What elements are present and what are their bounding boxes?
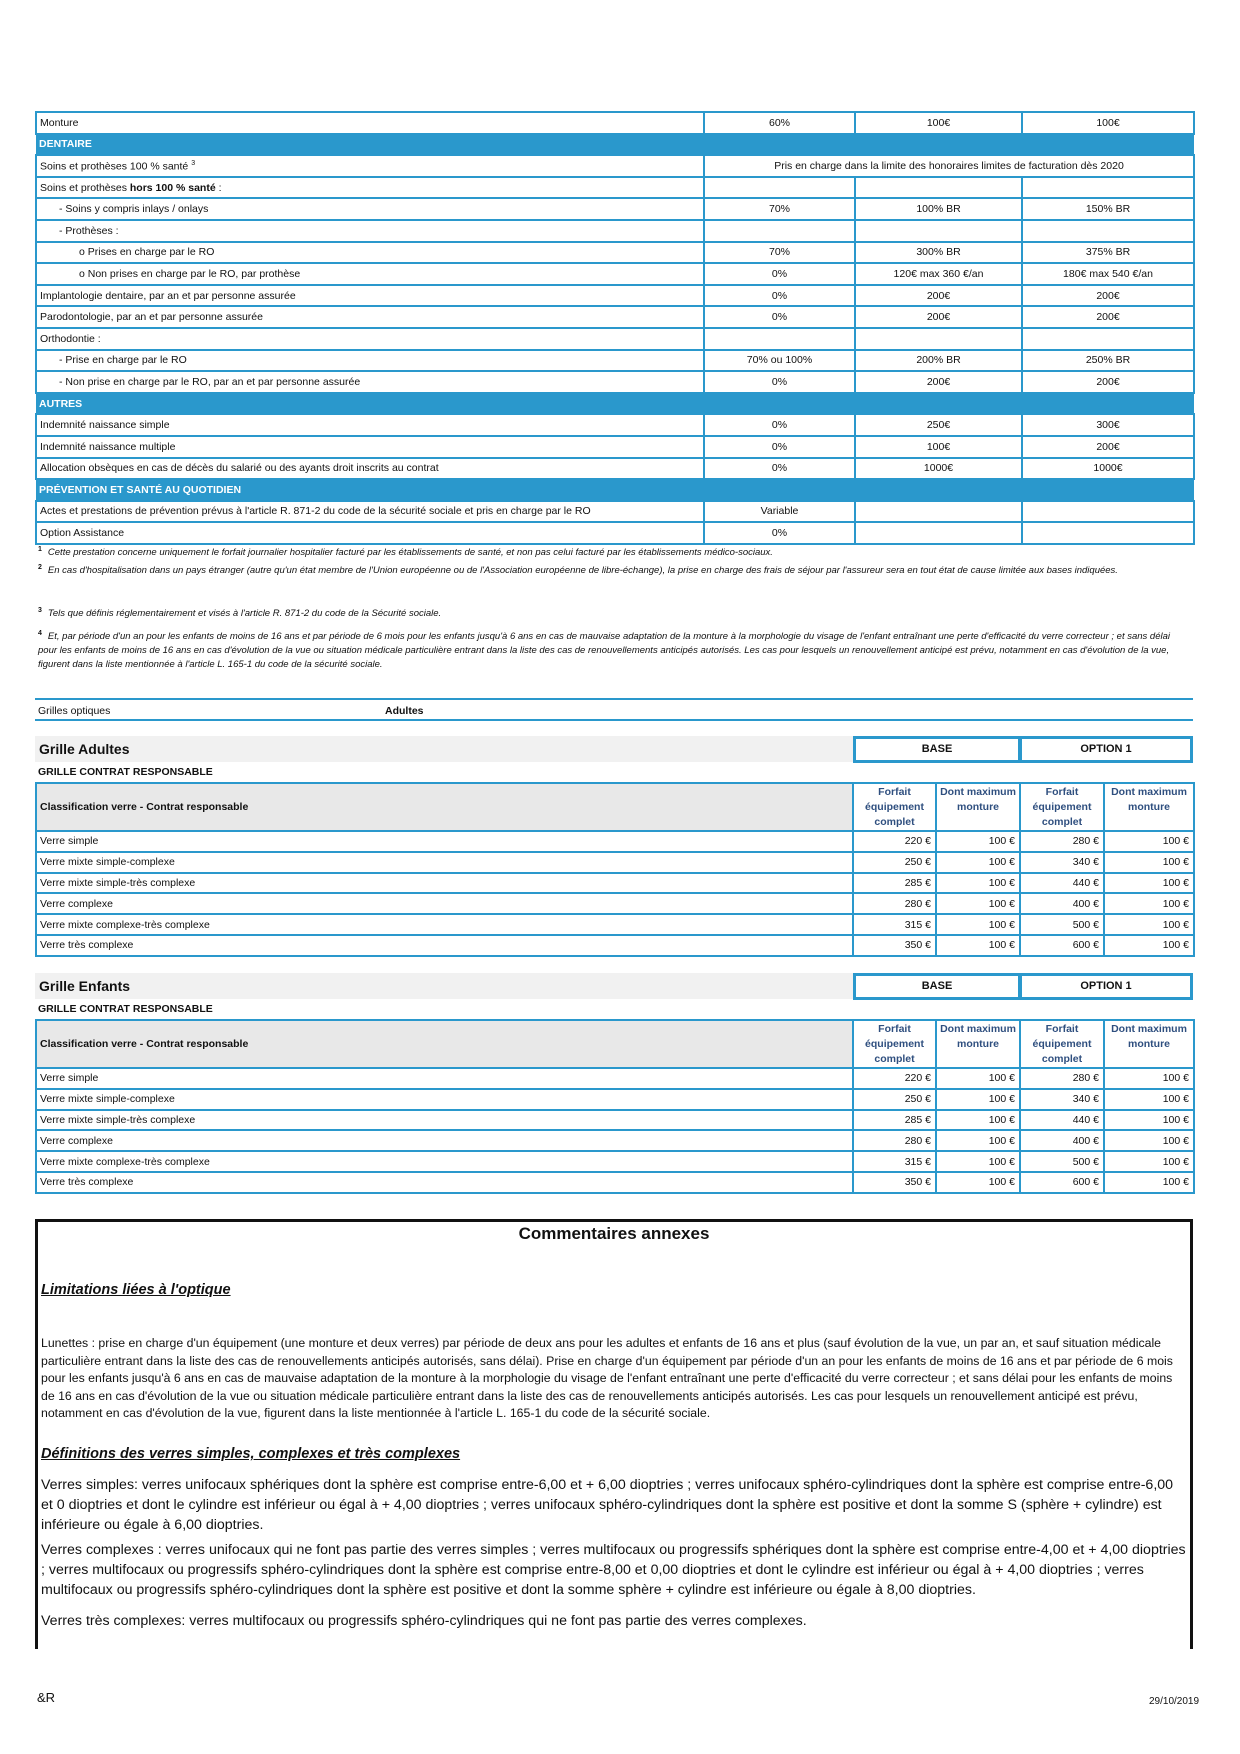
table-row	[36, 1110, 1194, 1131]
price-cell: 285 €	[853, 1110, 936, 1131]
row-label	[36, 436, 704, 458]
paragraph-lunettes: Lunettes : prise en charge d'un équipement (une monture et deux verres) par période de deux ans pour les adultes et enfants de 16 ans et plus (sauf évolution de la vue, un par an, et sauf situation médicale particulière entrant dans la liste des cas de renouvellements anticipés autorisés, sans délai). Prise en charge d'un équipement par période d'un an pour les enfants de moins de 16 ans et par période de 6 mois pour les enfants jusqu'à 6 ans en cas de mauvaise adaptation de la monture à la morphologie du visage de l'enfant entraînant une perte d'efficacité du verre correcteur ; et sans délai pour les enfants de moins de 16 ans en cas d'évolution de la vue ou situation médicale particulière entrant dans la liste des cas de renouvellements anticipés autorisés. Les cas pour lesquels un renouvellement anticipé est prévu, notamment en cas d'évolution de la vue, figurent dans la liste mentionnée à l'article L. 165-1 du code de la sécurité sociale.	[41, 1336, 1173, 1421]
row-label-text: Actes et prestations de prévention prévus à l'article R. 871-2 du code de la sécurité sociale et pris en charge par le RO	[40, 505, 591, 518]
footnote-text: Et, par période d'un an pour les enfants de moins de 16 ans et par période de 6 mois pour les enfants jusqu'à 6 ans en cas de mauvaise adaptation de la monture à la morphologie du visage de l'enfant entraînant une perte d'efficacité du verre correcteur ; et sans délai pour les enfants de moins de 16 ans en cas d'évolution de la vue ou situation médicale particulière entrant dans la liste des cas de renouvellements anticipés autorisés. Les cas pour lesquels un renouvellement anticipé est prévu, notamment en cas d'évolution de la vue, figurent dans la liste mentionnée à l'article L. 165-1 du code de la sécurité sociale.	[38, 631, 1171, 671]
verre-label: Verre très complexe	[36, 1172, 853, 1193]
cell-base: 200€	[855, 285, 1022, 307]
row-label-text: Implantologie dentaire, par an et par personne assurée	[40, 289, 296, 302]
price-cell: 280 €	[1020, 1068, 1104, 1089]
cell-base: 100€	[855, 436, 1022, 458]
divider	[35, 719, 1193, 721]
row-label-bold: hors 100 % santé	[129, 181, 216, 194]
section-label: DENTAIRE	[36, 134, 1194, 156]
price-cell: 250 €	[853, 1089, 936, 1110]
cell-ro: 60%	[704, 112, 855, 134]
footer-left: &R	[37, 1690, 56, 1705]
price-cell: 100 €	[936, 1089, 1020, 1110]
dont-monture-header: Dont maximum monture	[1104, 1020, 1194, 1068]
table-row	[36, 1130, 1194, 1151]
row-label	[36, 285, 704, 307]
verre-label: Verre mixte simple-complexe	[36, 1089, 853, 1110]
table-row	[36, 1068, 1194, 1089]
section-label: AUTRES	[36, 393, 1194, 415]
price-cell: 100 €	[936, 1130, 1020, 1151]
option-header: OPTION 1	[1019, 973, 1193, 1000]
cell-ro: 0%	[704, 306, 855, 328]
classification-header: Classification verre - Contrat responsable	[36, 783, 853, 831]
cell-option	[1022, 522, 1194, 544]
row-label	[36, 263, 704, 285]
verre-label: Verre mixte simple-complexe	[36, 852, 853, 873]
section-row	[36, 393, 1194, 415]
price-cell: 315 €	[853, 914, 936, 935]
table-row	[36, 220, 1194, 242]
footnote	[38, 543, 1178, 560]
grid-header-row	[36, 783, 1194, 831]
footnote-ref: 3	[191, 159, 196, 167]
cell-option: 100€	[1022, 112, 1194, 134]
price-cell: 100 €	[1104, 873, 1194, 894]
table-row	[36, 436, 1194, 458]
cell-ro: Variable	[704, 501, 855, 523]
grid-table	[35, 1019, 1195, 1194]
grid-title: Grille Enfants	[35, 973, 855, 999]
cell-ro	[704, 177, 855, 199]
row-label	[36, 414, 704, 436]
footnote-text: En cas d'hospitalisation dans un pays étranger (autre qu'un état membre de l'Union européenne ou de l'Association européenne de libre-échange), la prise en charge des frais de séjour par l'assureur sera en tout état de cause limitée aux bases indiquées.	[47, 565, 1118, 577]
price-cell: 100 €	[1104, 1089, 1194, 1110]
price-cell: 100 €	[1104, 893, 1194, 914]
grilles-optiques-value: Adultes	[385, 705, 424, 717]
table-row	[36, 263, 1194, 285]
forfait-header: Forfait équipement complet	[853, 1020, 936, 1068]
row-label-text: Option Assistance	[40, 527, 125, 540]
grid-title: Grille Adultes	[35, 736, 855, 762]
table-row	[36, 414, 1194, 436]
price-cell: 100 €	[936, 873, 1020, 894]
footnote-text: Cette prestation concerne uniquement le forfait journalier hospitalier facturé par les établissements de santé, et non pas celui facturé par les établissements médico-sociaux.	[47, 547, 773, 559]
price-cell: 280 €	[853, 893, 936, 914]
table-row	[36, 371, 1194, 393]
option-header: OPTION 1	[1019, 736, 1193, 763]
cell-ro: 0%	[704, 522, 855, 544]
dont-monture-header: Dont maximum monture	[936, 1020, 1020, 1068]
section-heading-optique: Limitations liées à l'optique	[41, 1282, 231, 1298]
verre-label: Verre mixte complexe-très complexe	[36, 1151, 853, 1172]
price-cell: 500 €	[1020, 914, 1104, 935]
table-row	[36, 458, 1194, 480]
footnote-number: 1	[38, 546, 42, 553]
classification-header: Classification verre - Contrat responsable	[36, 1020, 853, 1068]
paragraph-verres-tres-complexes: Verres très complexes: verres multifocaux ou progressifs sphéro-cylindriques qui ne font pas partie des verres complexes.	[41, 1613, 807, 1629]
divider	[35, 698, 1193, 700]
price-cell: 280 €	[853, 1130, 936, 1151]
table-row	[36, 1151, 1194, 1172]
price-cell: 100 €	[936, 1110, 1020, 1131]
price-cell: 600 €	[1020, 1172, 1104, 1193]
footnote	[38, 627, 1178, 672]
table-row	[36, 893, 1194, 914]
cell-base: 200€	[855, 371, 1022, 393]
table-row	[36, 914, 1194, 935]
cell-base: 100€	[855, 112, 1022, 134]
row-label-text: Parodontologie, par an et par personne assurée	[40, 311, 263, 324]
cell-ro: 0%	[704, 285, 855, 307]
footnote-number: 3	[38, 607, 42, 614]
cell-base: 100% BR	[855, 198, 1022, 220]
price-cell: 340 €	[1020, 852, 1104, 873]
table-row	[36, 1089, 1194, 1110]
table-row	[36, 306, 1194, 328]
cell-base: 200% BR	[855, 350, 1022, 372]
cell-option: 200€	[1022, 371, 1194, 393]
cell-option	[1022, 220, 1194, 242]
benefits-table	[35, 111, 1195, 545]
footnote	[38, 604, 1178, 621]
row-label-text: o Non prises en charge par le RO, par prothèse	[79, 267, 301, 280]
price-cell: 100 €	[1104, 1068, 1194, 1089]
price-cell: 100 €	[1104, 1130, 1194, 1151]
cell-base	[855, 220, 1022, 242]
price-cell: 400 €	[1020, 1130, 1104, 1151]
verre-label: Verre très complexe	[36, 935, 853, 956]
verre-label: Verre mixte simple-très complexe	[36, 873, 853, 894]
cell-ro: 0%	[704, 458, 855, 480]
row-label-text: Soins et prothèses 100 % santé	[40, 160, 189, 173]
price-cell: 600 €	[1020, 935, 1104, 956]
price-cell: 340 €	[1020, 1089, 1104, 1110]
cell-option: 200€	[1022, 436, 1194, 458]
cell-option: 200€	[1022, 285, 1194, 307]
table-row	[36, 1172, 1194, 1193]
base-header: BASE	[853, 973, 1021, 1000]
cell-base	[855, 328, 1022, 350]
cell-option: 150% BR	[1022, 198, 1194, 220]
verre-label: Verre mixte simple-très complexe	[36, 1110, 853, 1131]
row-label	[36, 501, 704, 523]
price-cell: 100 €	[1104, 1172, 1194, 1193]
table-row	[36, 198, 1194, 220]
cell-ro: 0%	[704, 414, 855, 436]
price-cell: 350 €	[853, 935, 936, 956]
row-label-text: Soins et prothèses	[40, 181, 130, 194]
grid-subtitle: GRILLE CONTRAT RESPONSABLE	[38, 766, 213, 778]
row-label	[36, 198, 704, 220]
row-label-text: Orthodontie :	[40, 332, 101, 345]
table-row	[36, 873, 1194, 894]
footnote-number: 2	[38, 564, 42, 571]
cell-option: 375% BR	[1022, 242, 1194, 264]
table-row	[36, 242, 1194, 264]
cell-ro: 0%	[704, 371, 855, 393]
dont-monture-header: Dont maximum monture	[936, 783, 1020, 831]
verre-label: Verre mixte complexe-très complexe	[36, 914, 853, 935]
row-label	[36, 371, 704, 393]
price-cell: 220 €	[853, 831, 936, 852]
table-row	[36, 328, 1194, 350]
row-label	[36, 220, 704, 242]
price-cell: 100 €	[936, 914, 1020, 935]
row-label-text: - Prise en charge par le RO	[59, 354, 187, 367]
cell-option	[1022, 177, 1194, 199]
verre-label: Verre simple	[36, 1068, 853, 1089]
cell-span: Pris en charge dans la limite des honoraires limites de facturation dès 2020	[704, 155, 1194, 177]
price-cell: 100 €	[936, 831, 1020, 852]
cell-base: 300% BR	[855, 242, 1022, 264]
row-label-text: o Prises en charge par le RO	[79, 246, 215, 259]
table-row	[36, 285, 1194, 307]
forfait-header: Forfait équipement complet	[1020, 783, 1104, 831]
section-heading-definitions: Définitions des verres simples, complexes et très complexes	[41, 1446, 461, 1462]
footnote-text: Tels que définis réglementairement et visés à l'article R. 871-2 du code de la Sécurité sociale.	[47, 608, 442, 620]
row-label-text: - Soins y compris inlays / onlays	[59, 203, 209, 216]
table-row	[36, 112, 1194, 134]
cell-base: 120€ max 360 €/an	[855, 263, 1022, 285]
row-label-text: Indemnité naissance multiple	[40, 440, 176, 453]
price-cell: 100 €	[1104, 914, 1194, 935]
grid-table	[35, 782, 1195, 957]
cell-base: 1000€	[855, 458, 1022, 480]
base-header: BASE	[853, 736, 1021, 763]
row-label-text: :	[215, 181, 222, 194]
price-cell: 400 €	[1020, 893, 1104, 914]
cell-option: 1000€	[1022, 458, 1194, 480]
row-label	[36, 306, 704, 328]
footer-date: 29/10/2019	[1149, 1696, 1200, 1707]
price-cell: 440 €	[1020, 1110, 1104, 1131]
paragraph-verres-simples: Verres simples: verres unifocaux sphériques dont la sphère est comprise entre-6,00 et + 6,00 dioptries ; verres unifocaux sphéro-cylindriques dont la sphère est comprise entre-6,00 et 0 dioptries et dont le cylindre est inférieur ou égal à + 4,00 dioptries ; verres unifocaux sphéro-cylindriques dont la sphère est positive et dont la somme S (sphère + cylindre) est inférieure ou égale à 6,00 dioptries.	[41, 1477, 1174, 1534]
price-cell: 100 €	[1104, 1151, 1194, 1172]
footnote-number: 4	[38, 630, 42, 637]
row-label-text: Allocation obsèques en cas de décès du salarié ou des ayants droit inscrits au contrat	[40, 462, 439, 475]
commentaires-annexes	[35, 1219, 1193, 1649]
table-row	[36, 852, 1194, 873]
price-cell: 100 €	[936, 852, 1020, 873]
row-label	[36, 242, 704, 264]
price-cell: 280 €	[1020, 831, 1104, 852]
price-cell: 100 €	[1104, 852, 1194, 873]
price-cell: 350 €	[853, 1172, 936, 1193]
price-cell: 100 €	[1104, 1110, 1194, 1131]
row-label	[36, 155, 704, 177]
paragraph-verres-complexes: Verres complexes : verres unifocaux qui ne font pas partie des verres simples ; verres multifocaux ou progressifs sphériques dont la sphère est comprise entre-4,00 et + 4,00 dioptries ; verres multifocaux ou progressifs sphéro-cylindriques dont la sphère est comprise entre-8,00 et 0,00 dioptries et dont le cylindre est inférieur ou égal à + 4,00 dioptries ; verres multifocaux ou progressifs sphéro-cylindriques dont la sphère est positive et dont la somme sphère + cylindre est inférieure ou égale à 8,00 dioptries.	[41, 1542, 1186, 1599]
verre-label: Verre complexe	[36, 893, 853, 914]
table-row	[36, 935, 1194, 956]
table-row	[36, 501, 1194, 523]
table-row	[36, 155, 1194, 177]
forfait-header: Forfait équipement complet	[853, 783, 936, 831]
cell-ro	[704, 220, 855, 242]
cell-base: 250€	[855, 414, 1022, 436]
table-row	[36, 522, 1194, 544]
section-label: PRÉVENTION ET SANTÉ AU QUOTIDIEN	[36, 479, 1194, 501]
price-cell: 100 €	[1104, 935, 1194, 956]
cell-ro: 0%	[704, 263, 855, 285]
row-label	[36, 350, 704, 372]
row-label	[36, 458, 704, 480]
price-cell: 100 €	[936, 893, 1020, 914]
cell-option: 200€	[1022, 306, 1194, 328]
cell-ro: 70% ou 100%	[704, 350, 855, 372]
table-row	[36, 350, 1194, 372]
price-cell: 440 €	[1020, 873, 1104, 894]
commentaires-title: Commentaires annexes	[518, 1224, 710, 1243]
price-cell: 500 €	[1020, 1151, 1104, 1172]
cell-ro: 0%	[704, 436, 855, 458]
price-cell: 100 €	[1104, 831, 1194, 852]
price-cell: 250 €	[853, 852, 936, 873]
grid-header-row	[36, 1020, 1194, 1068]
row-label	[36, 112, 704, 134]
forfait-header: Forfait équipement complet	[1020, 1020, 1104, 1068]
price-cell: 100 €	[936, 1172, 1020, 1193]
section-row	[36, 134, 1194, 156]
footnote	[38, 561, 1178, 578]
verre-label: Verre complexe	[36, 1130, 853, 1151]
price-cell: 285 €	[853, 873, 936, 894]
cell-option	[1022, 328, 1194, 350]
cell-option	[1022, 501, 1194, 523]
dont-monture-header: Dont maximum monture	[1104, 783, 1194, 831]
row-label-text: - Prothèses :	[59, 224, 119, 237]
row-label	[36, 522, 704, 544]
price-cell: 100 €	[936, 1151, 1020, 1172]
row-label	[36, 177, 704, 199]
grilles-optiques-label: Grilles optiques	[38, 705, 111, 717]
price-cell: 220 €	[853, 1068, 936, 1089]
verre-label: Verre simple	[36, 831, 853, 852]
row-label-text: - Non prise en charge par le RO, par an et par personne assurée	[59, 375, 361, 388]
cell-ro: 70%	[704, 198, 855, 220]
cell-option: 300€	[1022, 414, 1194, 436]
section-row	[36, 479, 1194, 501]
cell-base	[855, 501, 1022, 523]
cell-base: 200€	[855, 306, 1022, 328]
price-cell: 100 €	[936, 935, 1020, 956]
row-label	[36, 328, 704, 350]
price-cell: 100 €	[936, 1068, 1020, 1089]
grid-subtitle: GRILLE CONTRAT RESPONSABLE	[38, 1003, 213, 1015]
cell-base	[855, 177, 1022, 199]
table-row	[36, 831, 1194, 852]
cell-ro: 70%	[704, 242, 855, 264]
row-label-text: Monture	[40, 116, 79, 129]
table-row	[36, 177, 1194, 199]
cell-ro	[704, 328, 855, 350]
cell-option: 250% BR	[1022, 350, 1194, 372]
price-cell: 315 €	[853, 1151, 936, 1172]
row-label-text: Indemnité naissance simple	[40, 419, 170, 432]
cell-option: 180€ max 540 €/an	[1022, 263, 1194, 285]
cell-base	[855, 522, 1022, 544]
